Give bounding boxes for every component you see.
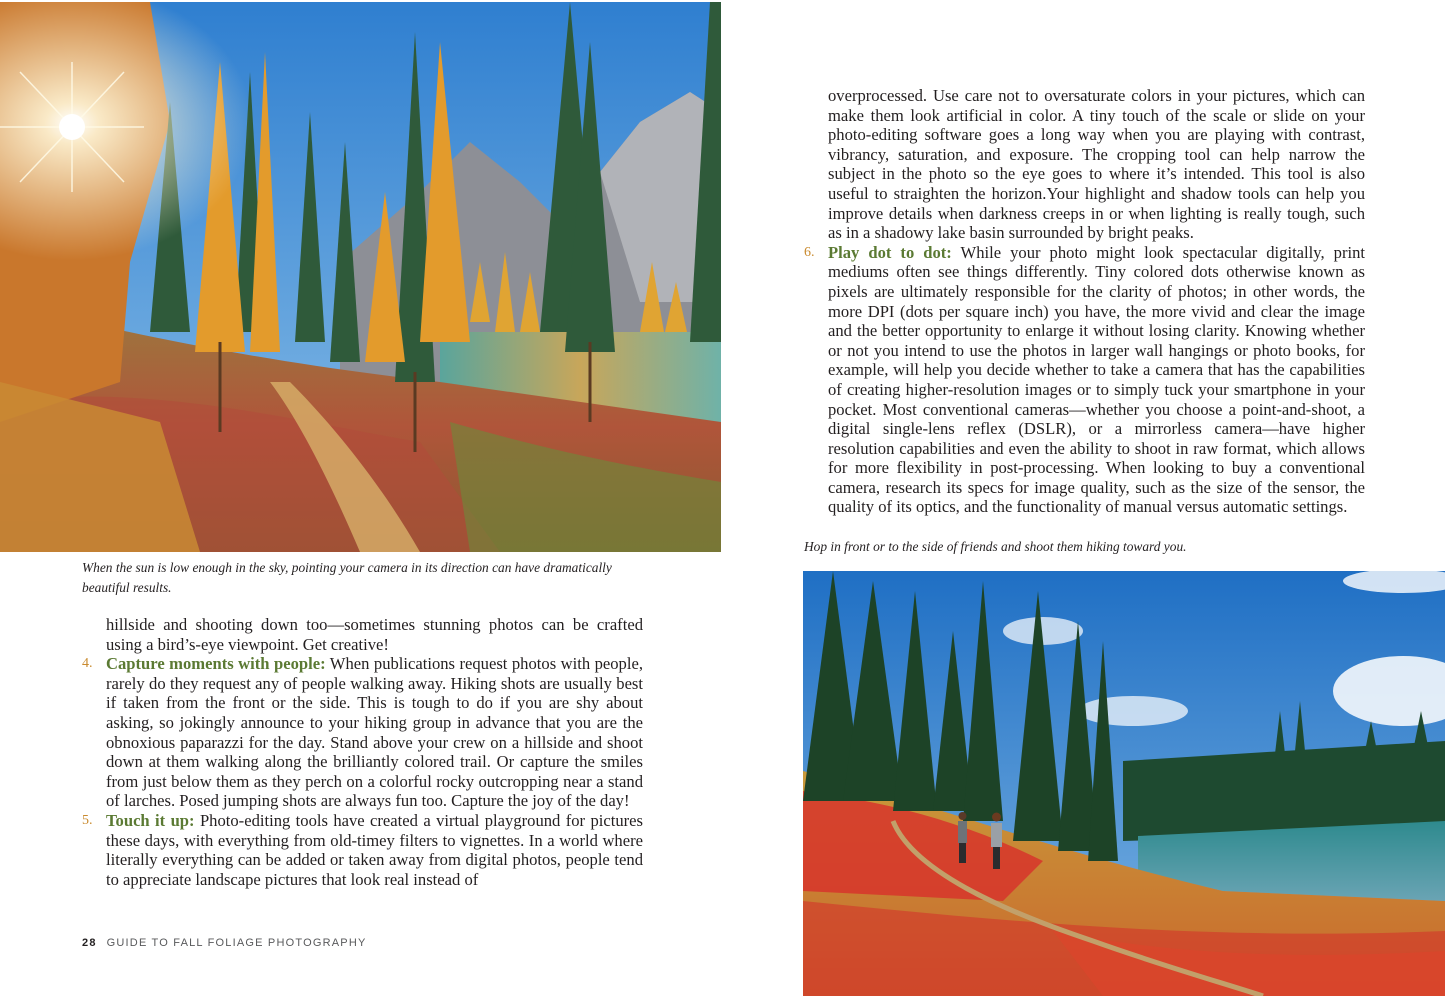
- photo-caption-right: Hop in front or to the side of friends and shoot them hiking toward you.: [804, 539, 1187, 554]
- item-body: Photo-editing tools have created a virtual playground for pictures these days, with everything from old-timey filters to vignettes. In a world where literally everything can be added or taken away from digital photos, people tend to appreciate landscape pictures that look real instead of: [106, 810, 643, 889]
- list-item-4: [82, 654, 643, 811]
- body-column-left: [82, 615, 643, 889]
- running-title: GUIDE TO FALL FOLIAGE PHOTOGRAPHY: [106, 937, 367, 949]
- item-number: 5.: [82, 812, 93, 828]
- page-footer: [82, 937, 367, 949]
- page-number: 28: [82, 937, 97, 949]
- continued-paragraph: hillside and shooting down too—sometimes stunning photos can be crafted using a bird’s-eye viewpoint. Get creative!: [106, 615, 643, 654]
- item-number: 4.: [82, 656, 93, 672]
- item-heading: Capture moments with people:: [106, 654, 326, 674]
- photo-hikers-meadow: [803, 571, 1445, 996]
- body-column-right: [804, 86, 1365, 517]
- landscape-image-icon: [0, 2, 721, 552]
- item-heading: Play dot to dot:: [828, 242, 952, 262]
- list-item-6: [804, 243, 1365, 517]
- landscape-image-icon: [803, 571, 1445, 996]
- photo-larch-sunburst: [0, 2, 721, 552]
- item-number: 6.: [804, 244, 815, 260]
- continued-paragraph: overprocessed. Use care not to oversaturate colors in your pictures, which can make them look artificial in color. A tiny touch of the scale or slide on your photo-editing software goes a long way when you are playing with contrast, vibrancy, saturation, and exposure. The cropping tool can help narrow the subject in the photo so the eye goes to where it’s intended. This tool is also useful to straighten the horizon.Your highlight and shadow tools can help you improve details when darkness creeps in or when lighting is really tough, such as in a shadowy lake basin surrounded by bright peaks.: [828, 86, 1365, 243]
- list-item-5: [82, 811, 643, 889]
- item-body: While your photo might look spectacular digitally, print mediums often see things differently. Tiny colored dots otherwise known as pixels are ultimately responsible for the clarity of photos; in other words, the more DPI (dots per square inch) you have, the more vivid and clear the image and the better opportunity to enlarge it without losing clarity. Knowing whether or not you intend to use the photos in larger wall hangings or photo books, for example, will help you decide whether to take a camera that has the capabilities of creating higher-resolution images or to simply tuck your smartphone in your pocket. Most conventional cameras—whether you choose a point-and-shoot, a digital single-lens reflex (DSLR), or a mirrorless camera—have higher resolution capabilities and even the ability to shoot in raw format, which allows for more flexibility in post-processing. When looking to buy a conventional camera, research its specs for image quality, such as the size of the sensor, the quality of its optics, and the functionality of manual versus automatic settings.: [828, 242, 1365, 517]
- item-body: When publications request photos with people, rarely do they request any of people walking away. Hiking shots are usually best if taken from the front or the side. This is tough to do if you are shy about asking, so jokingly announce to your hiking group in advance that you are the obnoxious paparazzi for the day. Stand above your crew on a hillside and shoot down at them walking along the brilliantly colored trail. Or capture the smiles from just below them as they perch on a colorful rocky outcropping near a stand of larches. Posed jumping shots are always fun too. Capture the joy of the day!: [106, 654, 643, 811]
- item-heading: Touch it up:: [106, 810, 195, 830]
- photo-caption-left: When the sun is low enough in the sky, pointing your camera in its direction can have dramatically beautiful results.: [82, 560, 612, 595]
